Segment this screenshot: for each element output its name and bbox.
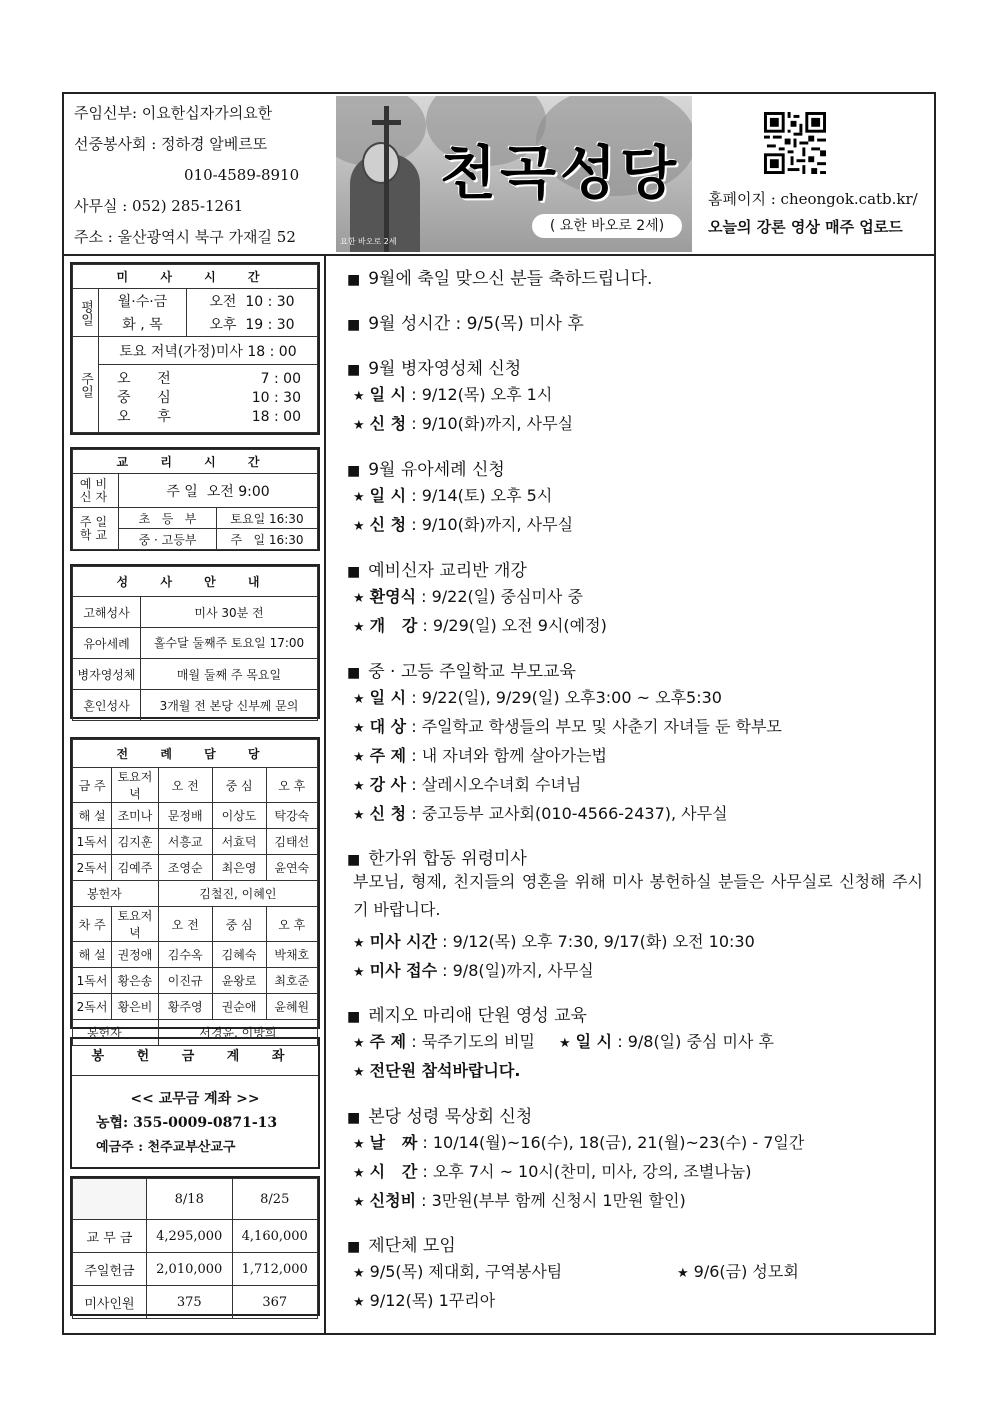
notice-line: ★ 전단원 참석바랍니다. — [353, 1061, 521, 1080]
cell: 김혜숙 — [212, 942, 266, 968]
star-bullet-icon: ★ — [353, 1137, 365, 1152]
cell: 1,712,000 — [232, 1253, 318, 1286]
parish-contact — [74, 98, 336, 253]
cell: 문정배 — [158, 803, 212, 829]
sunday-label: 주일 — [73, 337, 99, 433]
notice-line: ★ 미사 접수 : 9/8(일)까지, 사무실 — [353, 961, 594, 980]
cell: 이상도 — [212, 803, 266, 829]
notice-line: ★ 신 청 : 중고등부 교사회(010-4566-2437), 사무실 — [353, 804, 728, 823]
week2-header-0: 차 주 — [73, 907, 112, 942]
week1-header-3: 중 심 — [212, 768, 266, 803]
star-bullet-icon: ★ — [353, 750, 365, 765]
header — [64, 94, 934, 256]
weekday-time-2: 오후 19 : 30 — [187, 313, 318, 337]
notice-line: ★ 신 청 : 9/10(화)까지, 사무실 — [353, 515, 574, 534]
notice-line: ★ 미사 시간 : 9/12(목) 오후 7:30, 9/17(화) 오전 10:30 — [353, 932, 755, 951]
square-bullet-icon: ■ — [347, 1110, 361, 1126]
notice-line: ★ 대 상 : 주일학교 학생들의 부모 및 사춘기 자녀들 둔 학부모 — [353, 717, 782, 736]
weekday-label: 평일 — [73, 289, 99, 337]
notice-line: ★ 강 사 : 살레시오수녀회 수녀님 — [353, 775, 582, 794]
header-links — [704, 94, 934, 254]
star-bullet-icon: ★ — [353, 1195, 365, 1210]
cell: 황은비 — [112, 994, 159, 1020]
cell: 1독서 — [73, 968, 112, 994]
cell: 최은영 — [212, 855, 266, 881]
cell: 이진규 — [158, 968, 212, 994]
cell: 367 — [232, 1286, 318, 1319]
square-bullet-icon: ■ — [347, 317, 361, 333]
catechumen-time: 주 일 오전 9:00 — [119, 474, 318, 508]
star-bullet-icon: ★ — [353, 490, 365, 505]
table-row — [73, 942, 318, 968]
week1-offerer: 김철진, 이혜인 — [158, 881, 317, 907]
patron-saint: ( 요한 바오로 2세) — [532, 214, 682, 238]
sunday-mass-1-name: 오 전 — [117, 371, 171, 387]
notice-line: ★ 9/5(목) 제대회, 구역봉사팀 — [353, 1262, 563, 1281]
offering-account-title: 봉 헌 금 계 좌 — [72, 1039, 318, 1076]
weekday-time-1: 오전 10 : 30 — [187, 289, 318, 313]
finance-date-1: 8/18 — [147, 1179, 233, 1220]
cell: 권순애 — [212, 994, 266, 1020]
banner-caption: 요한 바오로 2세 — [340, 237, 397, 246]
sacraments-title: 성 사 안 내 — [73, 567, 318, 597]
cell: 김태선 — [266, 829, 317, 855]
square-bullet-icon: ■ — [347, 564, 361, 580]
notice-line: ★ 9/12(목) 1꾸리아 — [353, 1291, 496, 1310]
sacraments-box — [70, 564, 320, 719]
table-row — [73, 829, 318, 855]
catechumen-label: 예비 신자 — [73, 474, 119, 508]
secondary-dept: 중 · 고등부 — [119, 529, 217, 550]
sunday-mass-3-name: 오 후 — [117, 409, 171, 425]
star-bullet-icon: ★ — [353, 1166, 365, 1181]
cross-icon — [372, 120, 401, 125]
square-bullet-icon: ■ — [347, 362, 361, 378]
notice-catechumen-class: ■ 예비신자 교리반 개강 — [347, 561, 527, 581]
table-row — [73, 1220, 318, 1253]
cell: 황주영 — [158, 994, 212, 1020]
star-bullet-icon: ★ — [353, 692, 365, 707]
week1-header-0: 금 주 — [73, 768, 112, 803]
sunday-mass-1-time: 7 : 00 — [260, 371, 301, 387]
week2-header-1: 토요저녁 — [112, 907, 159, 942]
secondary-time: 주 일 16:30 — [217, 529, 318, 550]
star-bullet-icon: ★ — [353, 418, 365, 433]
notice-line: ★ 신 청 : 9/10(화)까지, 사무실 — [353, 414, 574, 433]
cell: 김예주 — [112, 855, 159, 881]
star-bullet-icon: ★ — [353, 936, 365, 951]
sick-communion-label: 병자영성체 — [73, 659, 141, 690]
table-row — [73, 803, 318, 829]
notice-feast-day: ■ 9월에 축일 맞으신 분들 축하드립니다. — [347, 269, 653, 289]
pastor: 주임신부: 이요한십자가의요한 — [74, 104, 273, 122]
table-row — [73, 855, 318, 881]
star-bullet-icon: ★ — [353, 808, 365, 823]
cell: 2독서 — [73, 994, 112, 1020]
finance-date-2: 8/25 — [232, 1179, 318, 1220]
marriage-label: 혼인성사 — [73, 690, 141, 721]
baptism-info: 홀수달 둘째주 토요일 17:00 — [141, 628, 318, 659]
cell: 375 — [147, 1286, 233, 1319]
notice-line: ★ 일 시 : 9/22(일), 9/29(일) 오후3:00 ~ 오후5:30 — [353, 688, 722, 707]
notice-line: ★ 개 강 : 9/29(일) 오전 9시(예정) — [353, 616, 607, 635]
week1-header-4: 오 후 — [266, 768, 317, 803]
sunday-school-label: 주일 학교 — [73, 508, 119, 550]
cell: 서흥교 — [158, 829, 212, 855]
weekday-days-2: 화 , 목 — [99, 313, 187, 337]
address: 주소 : 울산광역시 북구 가재길 52 — [74, 228, 296, 246]
notice-parent-education: ■ 중 · 고등 주일학교 부모교육 — [347, 662, 576, 682]
cell: 김수옥 — [158, 942, 212, 968]
square-bullet-icon: ■ — [347, 665, 361, 681]
notice-line: ★ 날 짜 : 10/14(월)~16(수), 18(금), 21(월)~23(수) - 7일간 — [353, 1133, 805, 1152]
star-bullet-icon: ★ — [353, 620, 365, 635]
cell: 탁강숙 — [266, 803, 317, 829]
saturday-mass: 토요 저녁(가정)미사 18 : 00 — [99, 337, 318, 365]
square-bullet-icon: ■ — [347, 463, 361, 479]
star-bullet-icon: ★ — [353, 1266, 365, 1281]
table-row — [73, 1253, 318, 1286]
notice-line: ★ 9/6(금) 성모회 — [677, 1262, 799, 1281]
notice-line: ★ 환영식 : 9/22(일) 중심미사 중 — [353, 587, 583, 606]
crosier-icon — [384, 106, 389, 252]
star-bullet-icon: ★ — [353, 1065, 365, 1080]
weekday-days-1: 월·수·금 — [99, 289, 187, 313]
star-bullet-icon: ★ — [353, 389, 365, 404]
ministry-title: 전 례 담 당 — [73, 740, 318, 768]
week1-offerer-label: 봉헌자 — [73, 881, 159, 907]
star-bullet-icon: ★ — [353, 721, 365, 736]
notice-holy-hour: ■ 9월 성시간 : 9/5(목) 미사 후 — [347, 314, 584, 334]
cell: 황은송 — [112, 968, 159, 994]
square-bullet-icon: ■ — [347, 852, 361, 868]
cell: 서효덕 — [212, 829, 266, 855]
finance-label-attendance: 미사인원 — [73, 1286, 147, 1319]
qr-code-icon[interactable] — [764, 112, 826, 174]
offering-account-box — [70, 1037, 320, 1169]
cell: 4,295,000 — [147, 1220, 233, 1253]
cell: 4,160,000 — [232, 1220, 318, 1253]
notice-sick-communion: ■ 9월 병자영성체 신청 — [347, 359, 522, 379]
star-bullet-icon: ★ — [558, 1036, 571, 1051]
sunday-mass-2-time: 10 : 30 — [251, 390, 301, 406]
account-heading: << 교무금 계좌 >> — [130, 1091, 260, 1107]
parish-banner — [336, 96, 692, 252]
cell: 1독서 — [73, 829, 112, 855]
elementary-time: 토요일 16:30 — [217, 508, 318, 529]
week2-offerer-label: 봉헌자 — [73, 1020, 159, 1046]
council: 선중봉사회 : 정하경 알베르또 — [74, 135, 268, 153]
cell: 2독서 — [73, 855, 112, 881]
star-bullet-icon: ★ — [677, 1266, 689, 1281]
week2-offerer: 서경윤, 이방희 — [158, 1020, 317, 1046]
notice-legio-mariae: ■ 레지오 마리애 단원 영성 교육 — [347, 1006, 587, 1026]
square-bullet-icon: ■ — [347, 272, 361, 288]
star-bullet-icon: ★ — [353, 1036, 365, 1051]
star-bullet-icon: ★ — [353, 1295, 365, 1310]
week2-header-3: 중 심 — [212, 907, 266, 942]
sunday-mass-2-name: 중 심 — [117, 390, 171, 406]
week2-header-4: 오 후 — [266, 907, 317, 942]
sick-communion-info: 매월 둘째 주 목요일 — [141, 659, 318, 690]
week1-header-2: 오 전 — [158, 768, 212, 803]
notice-memorial-mass: ■ 한가위 합동 위령미사 — [347, 849, 527, 869]
square-bullet-icon: ■ — [347, 1009, 361, 1025]
notice-groups-meeting: ■ 제단체 모임 — [347, 1236, 456, 1256]
cell: 2,010,000 — [147, 1253, 233, 1286]
mass-times-title: 미 사 시 간 — [73, 265, 318, 289]
cell: 최호준 — [266, 968, 317, 994]
column-divider — [324, 254, 326, 1335]
cell: 해 설 — [73, 803, 112, 829]
table-row — [73, 994, 318, 1020]
mass-times-box — [70, 262, 320, 435]
star-bullet-icon: ★ — [353, 591, 365, 606]
cell: 권정애 — [112, 942, 159, 968]
bank-account[interactable]: 농협: 355-0009-0871-13 — [96, 1115, 278, 1131]
notice-retreat: ■ 본당 성령 묵상회 신청 — [347, 1107, 533, 1127]
cell: 윤연숙 — [266, 855, 317, 881]
upload-note: 오늘의 강론 영상 매주 업로드 — [708, 218, 903, 236]
catechism-title: 교 리 시 간 — [73, 450, 318, 474]
notice-infant-baptism: ■ 9월 유아세례 신청 — [347, 460, 505, 480]
confession-info: 미사 30분 전 — [141, 597, 318, 628]
notice-line: ★ 신청비 : 3만원(부부 함께 신청시 1만원 할인) — [353, 1191, 686, 1210]
finance-label-dues: 교 무 금 — [73, 1220, 147, 1253]
notice-line: ★ 일 시 : 9/12(목) 오후 1시 — [353, 385, 553, 404]
notice-line: ★ 주 제 : 묵주기도의 비밀 ★ 일 시 : 9/8(일) 중심 미사 후 — [353, 1032, 774, 1051]
cell: 조영순 — [158, 855, 212, 881]
notice-line: ★ 일 시 : 9/14(토) 오후 5시 — [353, 486, 553, 505]
star-bullet-icon: ★ — [353, 965, 365, 980]
square-bullet-icon: ■ — [347, 1239, 361, 1255]
cell: 박채호 — [266, 942, 317, 968]
star-bullet-icon: ★ — [353, 519, 365, 534]
cell: 조미나 — [112, 803, 159, 829]
elementary-dept: 초 등 부 — [119, 508, 217, 529]
cell: 해 설 — [73, 942, 112, 968]
table-row — [73, 1286, 318, 1319]
office-phone: 사무실 : 052) 285-1261 — [74, 197, 244, 215]
confession-label: 고해성사 — [73, 597, 141, 628]
liturgy-ministry-box — [70, 737, 320, 1040]
week2-header-2: 오 전 — [158, 907, 212, 942]
parish-name: 천곡성당 — [439, 139, 681, 207]
account-holder: 예금주 : 천주교부산교구 — [96, 1140, 236, 1155]
cell: 김지훈 — [112, 829, 159, 855]
cell: 윤혜원 — [266, 994, 317, 1020]
council-phone: 010-4589-8910 — [184, 166, 300, 184]
pope-head — [362, 142, 400, 184]
baptism-label: 유아세례 — [73, 628, 141, 659]
memorial-mass-description: 부모님, 형제, 친지들의 영혼을 위해 미사 봉헌하실 분들은 사무실로 신청해 주시기 바랍니다. — [353, 872, 923, 919]
homepage-link[interactable]: 홈페이지 : cheongok.catb.kr/ — [708, 190, 918, 208]
finance-label-offering: 주일헌금 — [73, 1253, 147, 1286]
marriage-info: 3개월 전 본당 신부께 문의 — [141, 690, 318, 721]
sunday-mass-3-time: 18 : 00 — [251, 409, 301, 425]
finance-box — [70, 1176, 320, 1316]
catechism-box — [70, 447, 320, 551]
cell: 윤왕로 — [212, 968, 266, 994]
week1-header-1: 토요저녁 — [112, 768, 159, 803]
notice-line: ★ 시 간 : 오후 7시 ~ 10시(찬미, 미사, 강의, 조별나눔) — [353, 1162, 752, 1181]
bulletin-frame — [62, 92, 936, 1335]
star-bullet-icon: ★ — [353, 779, 365, 794]
notice-line: ★ 주 제 : 내 자녀와 함께 살아가는법 — [353, 746, 607, 765]
table-row — [73, 968, 318, 994]
